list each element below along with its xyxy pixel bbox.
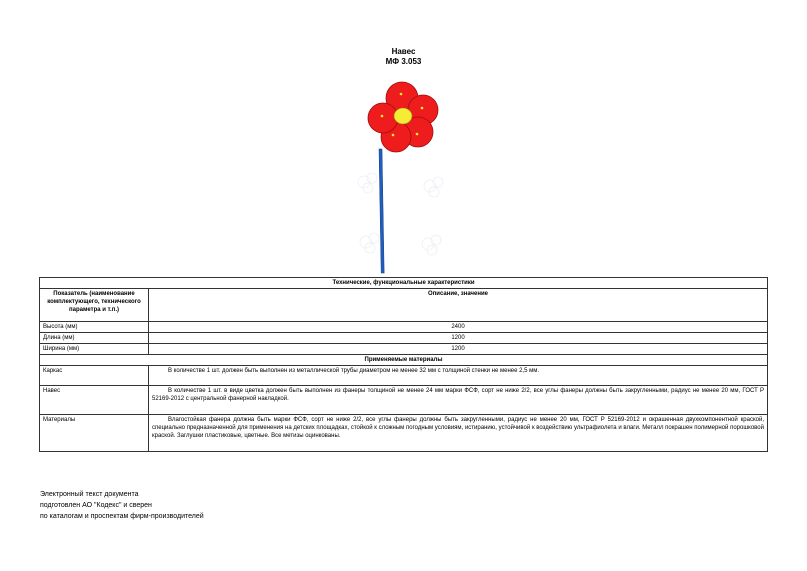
material-label: Материалы — [40, 415, 149, 452]
section-row — [40, 355, 768, 366]
footer-line: Электронный текст документа — [40, 491, 139, 498]
header-row — [40, 289, 768, 322]
flower-center — [394, 108, 412, 124]
material-label: Навес — [40, 386, 149, 415]
row-value: 1200 — [149, 344, 768, 355]
flower-canopy-illustration — [352, 74, 452, 274]
row-label: Высота (мм) — [40, 322, 149, 333]
column-header-description: Описание, значение — [149, 289, 768, 322]
material-label: Каркас — [40, 366, 149, 386]
section-characteristics: Технические, функциональные характеристики — [40, 278, 768, 289]
footer-note — [40, 489, 204, 522]
material-row — [40, 415, 768, 452]
document-title: Навес — [391, 47, 416, 56]
material-row — [40, 386, 768, 415]
watermark-flowers — [358, 173, 443, 255]
table-row — [40, 322, 768, 333]
row-label: Ширина (мм) — [40, 344, 149, 355]
row-value: 1200 — [149, 333, 768, 344]
section-row — [40, 278, 768, 289]
document-code: МФ 3.053 — [385, 57, 422, 66]
footer-line: подготовлен АО "Кодекс" и сверен — [40, 502, 152, 509]
material-row — [40, 366, 768, 386]
spec-table — [39, 277, 768, 452]
material-description: Влагостойкая фанера должна быть марки ФСФ, сорт не ниже 2/2, все углы фанеры должны быть закругленными, радиус не менее 20 мм, ГОСТ Р 52169-2012 и окрашенная двухкомпонентной краской, специально предназначенной для применения на детских площадках, стойкой к сложным погодным условиям, истиранию, устойчивой к воздействию ультрафиолета и влаги. Металл покрашен полимерной порошковой краской. Заглушки пластиковые, цветные. Все метизы оцинкованы. — [149, 415, 768, 452]
material-description: В количестве 1 шт. в виде цветка должен быть выполнен из фанеры толщиной не менее 24 мм марки ФСФ, сорт не ниже 2/2, все углы фанеры должны быть закругленными, радиус не менее 20 мм, ГОСТ Р 52169-2012 с центральной фанерной накладкой. — [149, 386, 768, 415]
section-materials: Применяемые материалы — [40, 355, 768, 366]
row-value: 2400 — [149, 322, 768, 333]
material-description: В количестве 1 шт. должен быть выполнен из металлической трубы диаметром не менее 32 мм с толщиной стенки не менее 2,5 мм. — [149, 366, 768, 386]
row-label: Длина (мм) — [40, 333, 149, 344]
table-row — [40, 344, 768, 355]
stem-pole — [379, 149, 384, 273]
footer-line: по каталогам и проспектам фирм-производителей — [40, 513, 204, 520]
column-header-parameter: Показатель (наименование комплектующего, технического параметра и т.п.) — [40, 289, 149, 322]
table-row — [40, 333, 768, 344]
